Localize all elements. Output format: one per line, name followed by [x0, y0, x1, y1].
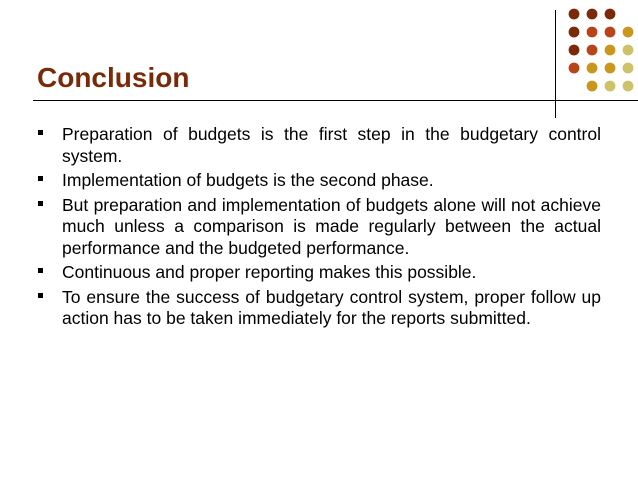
bullet-item [38, 287, 601, 330]
square-bullet-icon [38, 201, 43, 206]
square-bullet-icon [38, 293, 43, 298]
bullet-text: Preparation of budgets is the first step in the budgetary control system. [62, 124, 601, 166]
bullet-text: But preparation and implementation of budgets alone will not achieve much unless a comparison is made regularly between the actual performance and the budgeted performance. [62, 194, 601, 258]
square-bullet-icon [38, 176, 43, 181]
bullet-text: Implementation of budgets is the second phase. [62, 170, 434, 190]
dot-row-4 [569, 63, 634, 74]
bullet-text: Continuous and proper reporting makes this possible. [62, 262, 477, 282]
bullet-item [38, 262, 601, 284]
bullet-text: To ensure the success of budgetary control system, proper follow up action has to be taken immediately for the reports submitted. [62, 286, 601, 328]
bullet-item [38, 170, 601, 192]
dot-row-5 [587, 81, 634, 92]
vertical-divider [555, 10, 556, 118]
title-underline [33, 100, 638, 101]
bullet-list [38, 124, 601, 333]
dot-row-2 [569, 27, 634, 38]
dot-row-3 [569, 45, 634, 56]
bullet-item [38, 124, 601, 167]
bullet-item [38, 195, 601, 260]
decorative-dot-grid [566, 6, 638, 106]
slide-title: Conclusion [37, 62, 190, 93]
dot-row-1 [569, 9, 616, 20]
square-bullet-icon [38, 130, 43, 135]
square-bullet-icon [38, 268, 43, 273]
